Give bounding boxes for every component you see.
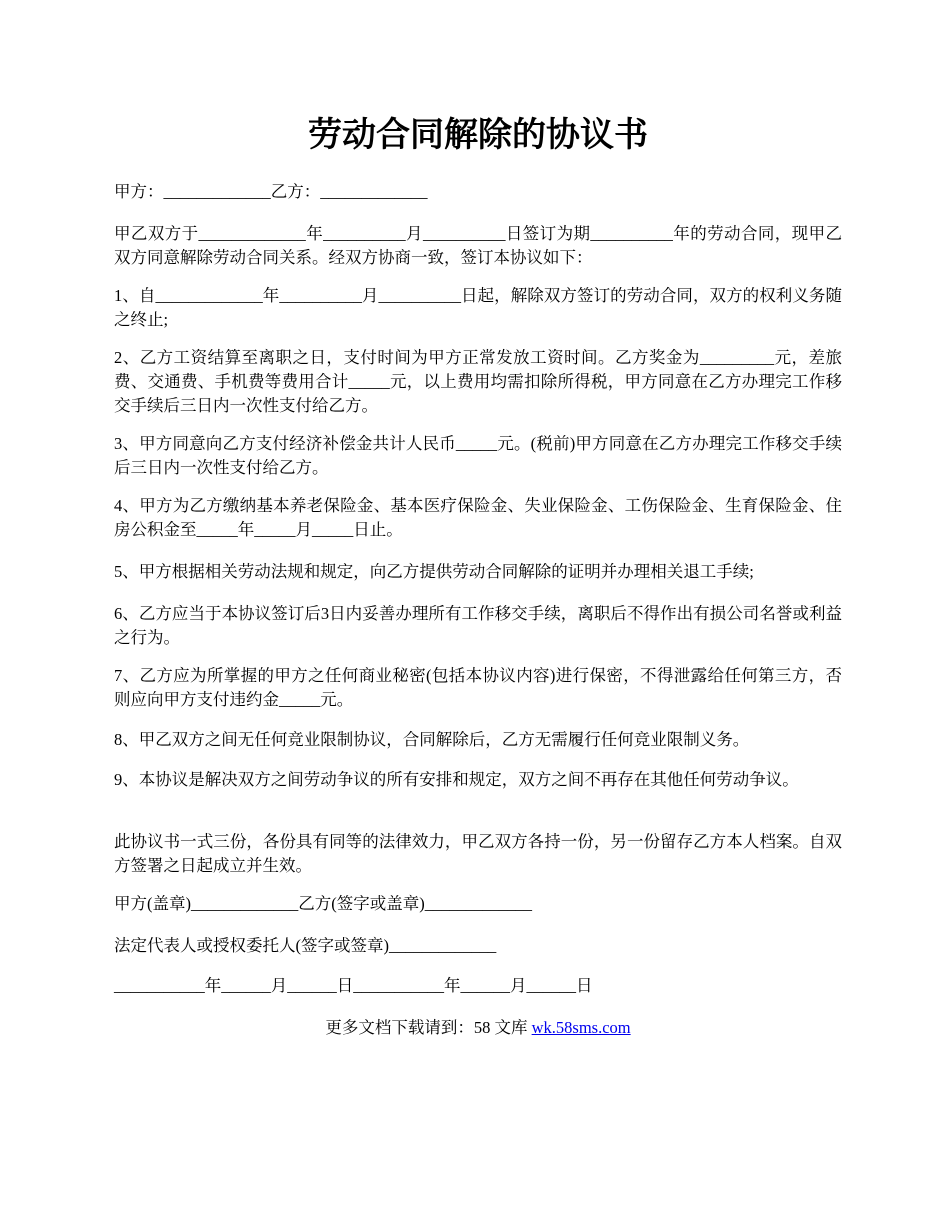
clause-1: 1、自_____________年__________月__________日起，解除双方签订的劳动合同，双方的权利义务随之终止; — [114, 286, 842, 329]
clause-3: 3、甲方同意向乙方支付经济补偿金共计人民币_____元。(税前)甲方同意在乙方办理完工作移交手续后三日内一次性支付给乙方。 — [114, 434, 842, 477]
signature-parties: 甲方(盖章)_____________乙方(签字或盖章)_____________ — [114, 894, 532, 913]
footer-prefix: 更多文档下载请到：58 文库 — [325, 1018, 532, 1037]
footer-link[interactable]: wk.58sms.com — [531, 1018, 631, 1037]
footer — [114, 1016, 842, 1040]
clause-4: 4、甲方为乙方缴纳基本养老保险金、基本医疗保险金、失业保险金、工伤保险金、生育保险金、住房公积金至_____年_____月_____日止。 — [114, 496, 842, 539]
document-title: 劳动合同解除的协议书 — [308, 117, 648, 154]
clause-8: 8、甲乙双方之间无任何竞业限制协议，合同解除后，乙方无需履行任何竞业限制义务。 — [114, 730, 750, 749]
clause-9: 9、本协议是解决双方之间劳动争议的所有安排和规定，双方之间不再存在其他任何劳动争议。 — [114, 770, 799, 789]
clause-6: 6、乙方应当于本协议签订后3日内妥善办理所有工作移交手续，离职后不得作出有损公司名誉或利益之行为。 — [114, 604, 842, 647]
closing-paragraph: 此协议书一式三份，各份具有同等的法律效力，甲乙双方各持一份，另一份留存乙方本人档案。自双方签署之日起成立并生效。 — [114, 832, 842, 875]
clause-5: 5、甲方根据相关劳动法规和规定，向乙方提供劳动合同解除的证明并办理相关退工手续; — [114, 562, 754, 581]
parties-line: 甲方：_____________乙方：_____________ — [114, 182, 428, 201]
clause-2: 2、乙方工资结算至离职之日，支付时间为甲方正常发放工资时间。乙方奖金为_________元，差旅费、交通费、手机费等费用合计_____元，以上费用均需扣除所得税，甲方同意在乙方办理完工作移交手续后三日内一次性支付给乙方。 — [114, 348, 842, 415]
signature-dates: ___________年______月______日___________年______月______日 — [114, 976, 593, 995]
signature-representative: 法定代表人或授权委托人(签字或签章)_____________ — [114, 936, 497, 955]
clause-7: 7、乙方应为所掌握的甲方之任何商业秘密(包括本协议内容)进行保密，不得泄露给任何第三方，否则应向甲方支付违约金_____元。 — [114, 666, 842, 709]
intro-paragraph: 甲乙双方于_____________年__________月__________日签订为期__________年的劳动合同，现甲乙双方同意解除劳动合同关系。经双方协商一致，签订本协议如下： — [114, 224, 842, 267]
